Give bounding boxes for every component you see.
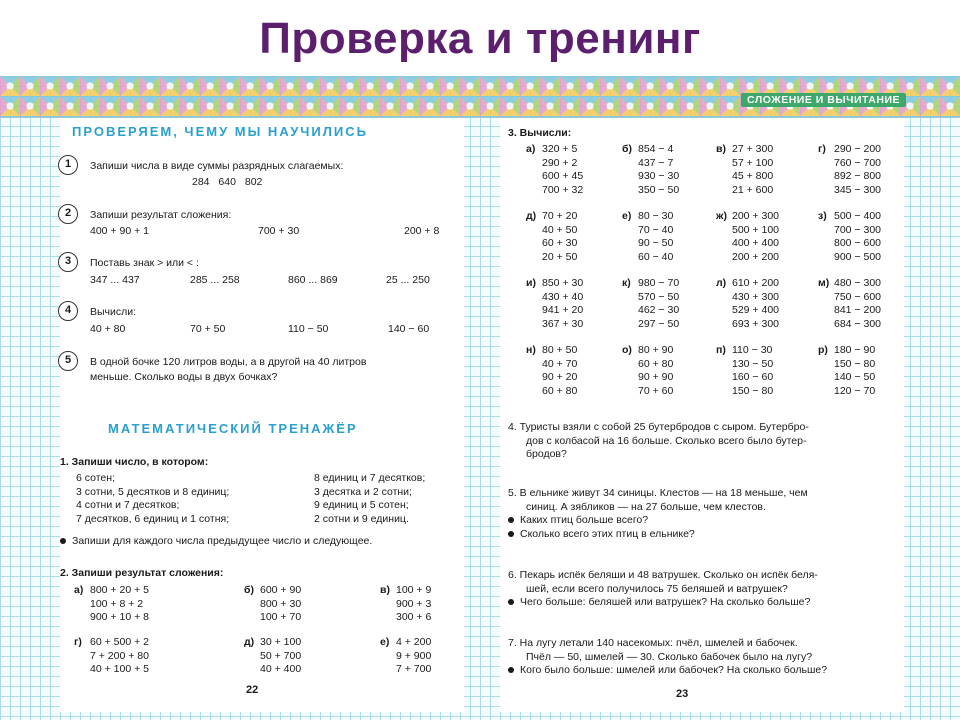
task-3-item: 285 ... 258 bbox=[190, 274, 240, 286]
bullet-icon bbox=[508, 517, 514, 523]
task-4-item: 140 − 60 bbox=[388, 323, 430, 335]
task-number-1: 1 bbox=[58, 155, 78, 175]
task-5-text-cont: меньше. Сколько воды в двух бочках? bbox=[90, 371, 278, 383]
trainer-task-1-title: 1. Запиши число, в котором: bbox=[60, 456, 209, 468]
section-band-label: СЛОЖЕНИЕ И ВЫЧИТАНИЕ bbox=[741, 93, 906, 107]
list-item: 9 единиц и 5 сотен; bbox=[314, 499, 409, 511]
expr-group: н) 80 + 50 40 + 70 90 + 20 60 + 80 bbox=[526, 344, 578, 397]
task-5-text: В одной бочке 120 литров воды, а в другой на 40 литров bbox=[90, 356, 367, 368]
task-3-text: Поставь знак > или < : bbox=[90, 257, 199, 269]
task-2-item: 400 + 90 + 1 bbox=[90, 225, 149, 237]
expr-group: з) 500 − 400 700 − 300 800 − 600 900 − 500 bbox=[818, 210, 882, 263]
expr-group-g: г) 60 + 500 + 2 7 + 200 + 80 40 + 100 + 5 bbox=[74, 636, 149, 675]
expr-group: к) 980 − 70 570 − 50 462 − 30 297 − 50 bbox=[622, 277, 680, 330]
task-number-4: 4 bbox=[58, 301, 78, 321]
expr-group: а) 320 + 5 290 + 2 600 + 45 700 + 32 bbox=[526, 143, 584, 196]
task-4-item: 40 + 80 bbox=[90, 323, 126, 335]
task-4-block: 4. Туристы взяли с собой 25 бутербродов с сыром. Бутербро- дов с колбасой на 16 больше. Сколько всего было бутер- бродов? bbox=[508, 421, 809, 460]
slide-title: Проверка и тренинг bbox=[259, 14, 701, 63]
expr-group: д) 70 + 20 40 + 50 60 + 30 20 + 50 bbox=[526, 210, 578, 263]
expr-group: в) 27 + 300 57 + 100 45 + 800 21 + 600 bbox=[716, 143, 774, 196]
task-7-block: 7. На лугу летали 140 насекомых: пчёл, шмелей и бабочек. Пчёл — 50, шмелей — 30. Сколько бабочек было на лугу? Кого было больше: шмелей или бабочек? На сколько больше? bbox=[508, 637, 828, 676]
expr-group: п) 110 − 30 130 − 50 160 − 60 150 − 80 bbox=[716, 344, 774, 397]
bullet-icon bbox=[60, 538, 66, 544]
section-heading-trainer: МАТЕМАТИЧЕСКИЙ ТРЕНАЖЁР bbox=[108, 421, 358, 436]
expr-group-b: б) 600 + 90 800 + 30 100 + 70 bbox=[244, 584, 302, 623]
task-number-5: 5 bbox=[58, 351, 78, 371]
expr-group-a: а) 800 + 20 + 5 100 + 8 + 2 900 + 10 + 8 bbox=[74, 584, 149, 623]
expr-group-e: е) 4 + 200 9 + 900 7 + 700 bbox=[380, 636, 432, 675]
expr-group: м) 480 − 300 750 − 600 841 − 200 684 − 300 bbox=[818, 277, 882, 330]
bullet-icon bbox=[508, 599, 514, 605]
expr-group-v: в) 100 + 9 900 + 3 300 + 6 bbox=[380, 584, 432, 623]
section-heading-check: ПРОВЕРЯЕМ, ЧЕМУ МЫ НАУЧИЛИСЬ bbox=[72, 124, 368, 139]
list-item: 7 десятков, 6 единиц и 1 сотня; bbox=[76, 512, 230, 525]
list-item: 3 сотни, 5 десятков и 8 единиц; bbox=[76, 485, 230, 498]
list-item: 4 сотни и 7 десятков; bbox=[76, 499, 180, 511]
task-2-item: 200 + 8 bbox=[404, 225, 440, 237]
page-number-left: 22 bbox=[246, 684, 259, 696]
expr-group: о) 80 + 90 60 + 80 90 + 90 70 + 60 bbox=[622, 344, 674, 397]
expr-group: л) 610 + 200 430 + 300 529 + 400 693 + 300 bbox=[716, 277, 780, 330]
task-3-item: 860 ... 869 bbox=[288, 274, 338, 286]
expr-group-d: д) 30 + 100 50 + 700 40 + 400 bbox=[244, 636, 302, 675]
trainer-task-1-bullet: Запиши для каждого числа предыдущее число и следующее. bbox=[60, 535, 372, 548]
task-3-title: 3. Вычисли: bbox=[508, 127, 572, 139]
trainer-task-2-title: 2. Запиши результат сложения: bbox=[60, 567, 224, 579]
task-4-item: 70 + 50 bbox=[190, 323, 226, 335]
expr-group: г) 290 − 200 760 − 700 892 − 800 345 − 300 bbox=[818, 143, 882, 196]
list-item: 2 сотни и 9 единиц. bbox=[314, 512, 409, 525]
expr-group: ж) 200 + 300 500 + 100 400 + 400 200 + 200 bbox=[716, 210, 780, 263]
trainer-task-1-right bbox=[314, 472, 425, 526]
list-item: 3 десятка и 2 сотни; bbox=[314, 485, 412, 498]
bullet-icon bbox=[508, 531, 514, 537]
trainer-task-1-left bbox=[76, 472, 229, 526]
task-4-text: Вычисли: bbox=[90, 306, 137, 318]
task-3-item: 347 ... 437 bbox=[90, 274, 140, 286]
task-1-text: Запиши числа в виде суммы разрядных слагаемых: bbox=[90, 160, 344, 172]
page-number-right: 23 bbox=[676, 688, 689, 700]
task-1-items: 284 640 802 bbox=[192, 176, 263, 188]
task-4-item: 110 − 50 bbox=[288, 323, 329, 335]
expr-group: б) 854 − 4 437 − 7 930 − 30 350 − 50 bbox=[622, 143, 680, 196]
task-5-block: 5. В ельнике живут 34 синицы. Клестов — на 18 меньше, чем синиц. А зябликов — на 27 больше, чем клестов. Каких птиц больше всего? Сколько всего этих птиц в ельнике? bbox=[508, 487, 808, 540]
task-6-block: 6. Пекарь испёк беляши и 48 ватрушек. Сколько он испёк беля- шей, если всего получилось 75 беляшей и ватрушек? Чего больше: беляшей или ватрушек? На сколько больше? bbox=[508, 569, 818, 608]
task-2-text: Запиши результат сложения: bbox=[90, 209, 232, 221]
task-2-item: 700 + 30 bbox=[258, 225, 300, 237]
expr-group: е) 80 − 30 70 − 40 90 − 50 60 − 40 bbox=[622, 210, 674, 263]
list-item: 6 сотен; bbox=[76, 472, 115, 484]
right-page bbox=[500, 118, 904, 712]
bullet-icon bbox=[508, 667, 514, 673]
task-3-item: 25 ... 250 bbox=[386, 274, 430, 286]
list-item: 8 единиц и 7 десятков; bbox=[314, 472, 426, 484]
task-number-2: 2 bbox=[58, 204, 78, 224]
expr-group: и) 850 + 30 430 + 40 941 + 20 367 + 30 bbox=[526, 277, 584, 330]
expr-group: р) 180 − 90 150 − 80 140 − 50 120 − 70 bbox=[818, 344, 876, 397]
task-number-3: 3 bbox=[58, 252, 78, 272]
